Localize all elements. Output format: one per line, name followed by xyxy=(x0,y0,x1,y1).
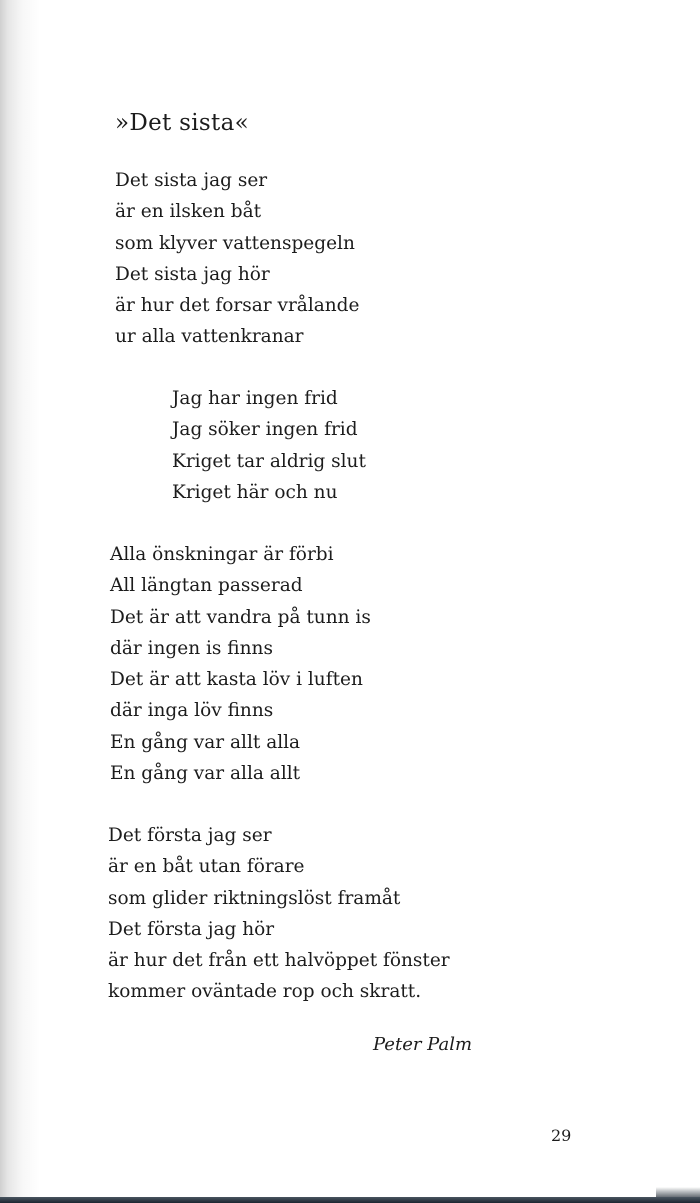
poem-line: Kriget här och nu xyxy=(172,481,338,503)
poem-line: där ingen is finns xyxy=(110,637,273,659)
poem-line: ur alla vattenkranar xyxy=(115,326,304,348)
poem-title: »Det sista« xyxy=(115,110,249,136)
page-number: 29 xyxy=(551,1126,572,1145)
poem-line: Det första jag hör xyxy=(108,918,275,940)
stanza-4 xyxy=(108,820,450,1008)
poem-line: Alla önskningar är förbi xyxy=(110,544,334,565)
poem-line: Det är att kasta löv i luften xyxy=(110,669,363,691)
stanza-3 xyxy=(110,539,371,789)
poem-line: är hur det forsar vrålande xyxy=(115,295,360,317)
poem-line: där inga löv finns xyxy=(110,700,274,722)
poem-line: Det första jag ser xyxy=(108,825,272,846)
poem-line: som glider riktningslöst framåt xyxy=(108,887,401,909)
poem-line: är en ilsken båt xyxy=(115,201,262,223)
poem-line: Det sista jag ser xyxy=(115,170,268,191)
stanza-2 xyxy=(172,383,366,508)
poem-line: En gång var alla allt xyxy=(110,763,301,785)
poem-line: All längtan passerad xyxy=(110,575,303,597)
poem-line: Jag har ingen frid xyxy=(172,388,338,409)
poem-line: Kriget tar aldrig slut xyxy=(172,450,366,472)
poem-line: är en båt utan förare xyxy=(108,856,305,878)
poem-line: kommer oväntade rop och skratt. xyxy=(108,981,422,1003)
stanza-1 xyxy=(115,165,359,353)
poem-line: är hur det från ett halvöppet fönster xyxy=(108,950,450,972)
poem-author: Peter Palm xyxy=(373,1034,473,1055)
page-corner-shadow xyxy=(656,1187,700,1197)
poem-line: Det är att vandra på tunn is xyxy=(110,606,371,628)
poem-line: En gång var allt alla xyxy=(110,731,301,753)
poem-line: som klyver vattenspegeln xyxy=(115,232,355,254)
poem-line: Jag söker ingen frid xyxy=(172,419,358,441)
poem-line: Det sista jag hör xyxy=(115,263,270,285)
page-bottom-edge xyxy=(0,1197,700,1203)
